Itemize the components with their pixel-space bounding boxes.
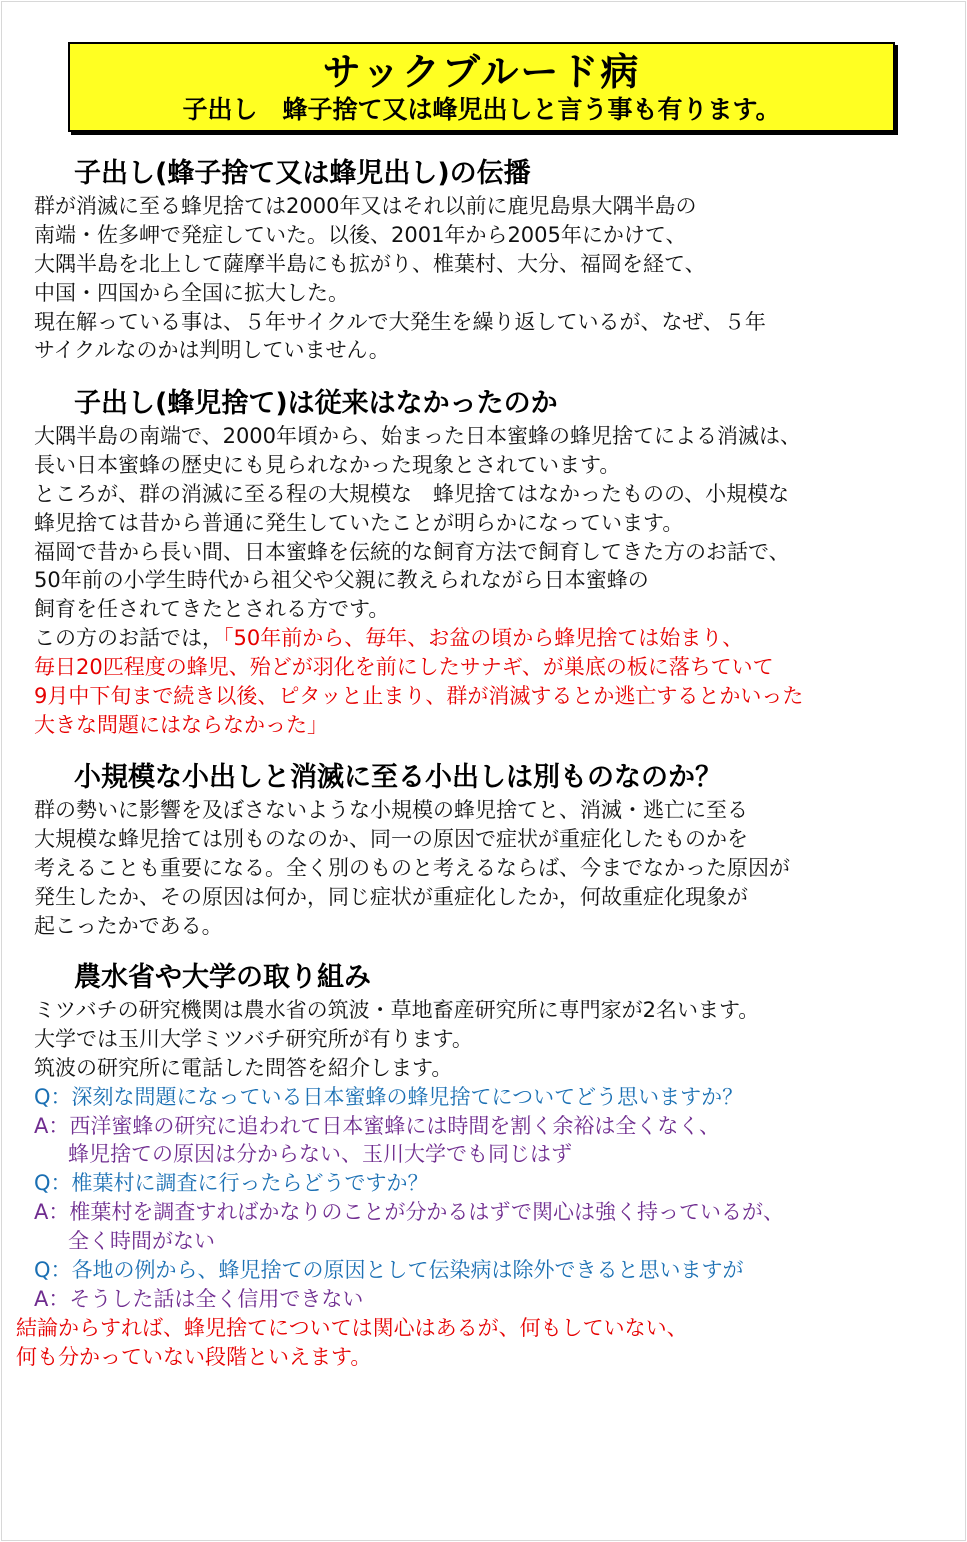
section-heading-efforts: 農水省や大学の取り組み [74, 962, 371, 993]
text-line: 福岡で昔から長い間、日本蜜蜂を伝統的な飼育方法で飼育してきた方のお話で、 [34, 539, 790, 564]
qa-answer: A：そうした話は全く信用できない [34, 1286, 364, 1311]
text-line: ところが、群の消滅に至る程の大規模な 蜂児捨てはなかったものの、小規模な [34, 481, 790, 506]
quote-line [34, 624, 803, 653]
qa-question: Q：深刻な問題になっている日本蜜蜂の蜂児捨てについてどう思いますか？ [34, 1084, 744, 1109]
section-body-spread [34, 192, 766, 365]
conclusion-line: 何も分かっていない段階といえます。 [16, 1344, 372, 1369]
section-heading-comparison: 小規模な小出しと消滅に至る小出しは別ものなのか？ [74, 762, 722, 793]
text-line: ミツバチの研究機関は農水省の筑波・草地畜産研究所に専門家が2名います。 [34, 998, 760, 1022]
section-heading-history: 子出し(蜂児捨て)は従来はなかったのか [74, 388, 558, 419]
text-line: 群の勢いに影響を及ぼさないような小規模の蜂児捨てと、消滅・逃亡に至る [34, 798, 748, 822]
qa-question: Q：各地の例から、蜂児捨ての原因として伝染病は除外できると思いますが [34, 1258, 744, 1283]
qa-answer: 蜂児捨ての原因は分からない、玉川大学でも同じはず [68, 1142, 572, 1167]
section-heading-spread: 子出し(蜂子捨て又は蜂児出し)の伝播 [74, 158, 531, 189]
qa-question: Q：椎葉村に調査に行ったらどうですか？ [34, 1171, 429, 1196]
quote-prefix: この方のお話では， [34, 626, 223, 651]
text-line: 長い日本蜜蜂の歴史にも見られなかった現象とされています。 [34, 452, 621, 477]
text-line: サイクルなのかは判明していません。 [34, 338, 390, 363]
page-subtitle: 子出し 蜂子捨て又は峰児出しと言う事も有ります。 [182, 95, 781, 124]
quote-line: 毎日20匹程度の蜂児、殆どが羽化を前にしたサナギ、が巣底の板に落ちていて [34, 655, 774, 680]
text-line: 中国・四国から全国に拡大した。 [34, 280, 349, 305]
quote-line: 大きな問題にはならなかった」 [34, 712, 328, 737]
text-line: 現在解っている事は、５年サイクルで大発生を繰り返しているが、なぜ、５年 [34, 309, 766, 334]
text-line: 起こったかである。 [34, 913, 223, 938]
text-line: 大隅半島の南端で、2000年頃から、始まった日本蜜蜂の蜂児捨てによる消滅は、 [34, 424, 802, 448]
qa-answer: 全く時間がない [68, 1229, 215, 1254]
text-line: 大隅半島を北上して薩摩半島にも拡がり、椎葉村、大分、福岡を経て、 [34, 251, 706, 276]
text-line: 考えることも重要になる。全く別のものと考えるならば、今までなかった原因が [34, 855, 790, 880]
section-body-history [34, 422, 803, 740]
text-line: 筑波の研究所に電話した問答を紹介します。 [34, 1055, 453, 1080]
text-line: 50年前の小学生時代から祖父や父親に教えられながら日本蜜蜂の [34, 568, 649, 593]
title-box [68, 42, 895, 132]
text-line: 飼育を任されてきたとされる方です。 [34, 597, 390, 622]
conclusion-line: 結論からすれば、蜂児捨てについては関心はあるが、何もしていない、 [16, 1316, 688, 1340]
text-line: 群が消滅に至る蜂児捨ては2000年又はそれ以前に鹿児島県大隅半島の [34, 194, 697, 218]
quote-line: 9月中下旬まで続き以後、ピタッと止まり、群が消滅するとか逃亡するとかいった [34, 684, 804, 709]
text-line: 南端・佐多岬で発症していた。以後、2001年から2005年にかけて、 [34, 222, 687, 247]
section-body-efforts [34, 996, 784, 1314]
qa-answer: A：西洋蜜蜂の研究に追われて日本蜜蜂には時間を割く余裕は全くなく、 [34, 1113, 720, 1138]
text-line: 大規模な蜂児捨ては別ものなのか、同一の原因で症状が重症化したものかを [34, 826, 748, 851]
section-body-comparison [34, 796, 790, 940]
qa-answer: A：椎葉村を調査すればかなりのことが分かるはずで関心は強く持っているが、 [34, 1200, 784, 1225]
page-title: サックブルード病 [322, 50, 641, 94]
text-line: 蜂児捨ては昔から普通に発生していたことが明らかになっています。 [34, 510, 684, 535]
text-line: 発生したか、その原因は何か，同じ症状が重症化したか，何故重症化現象が [34, 884, 748, 909]
text-line: 大学では玉川大学ミツバチ研究所が有ります。 [34, 1026, 473, 1051]
quote-text: 「50年前から、毎年、お盆の頃から蜂児捨ては始まり、 [223, 626, 744, 651]
conclusion [16, 1314, 688, 1372]
